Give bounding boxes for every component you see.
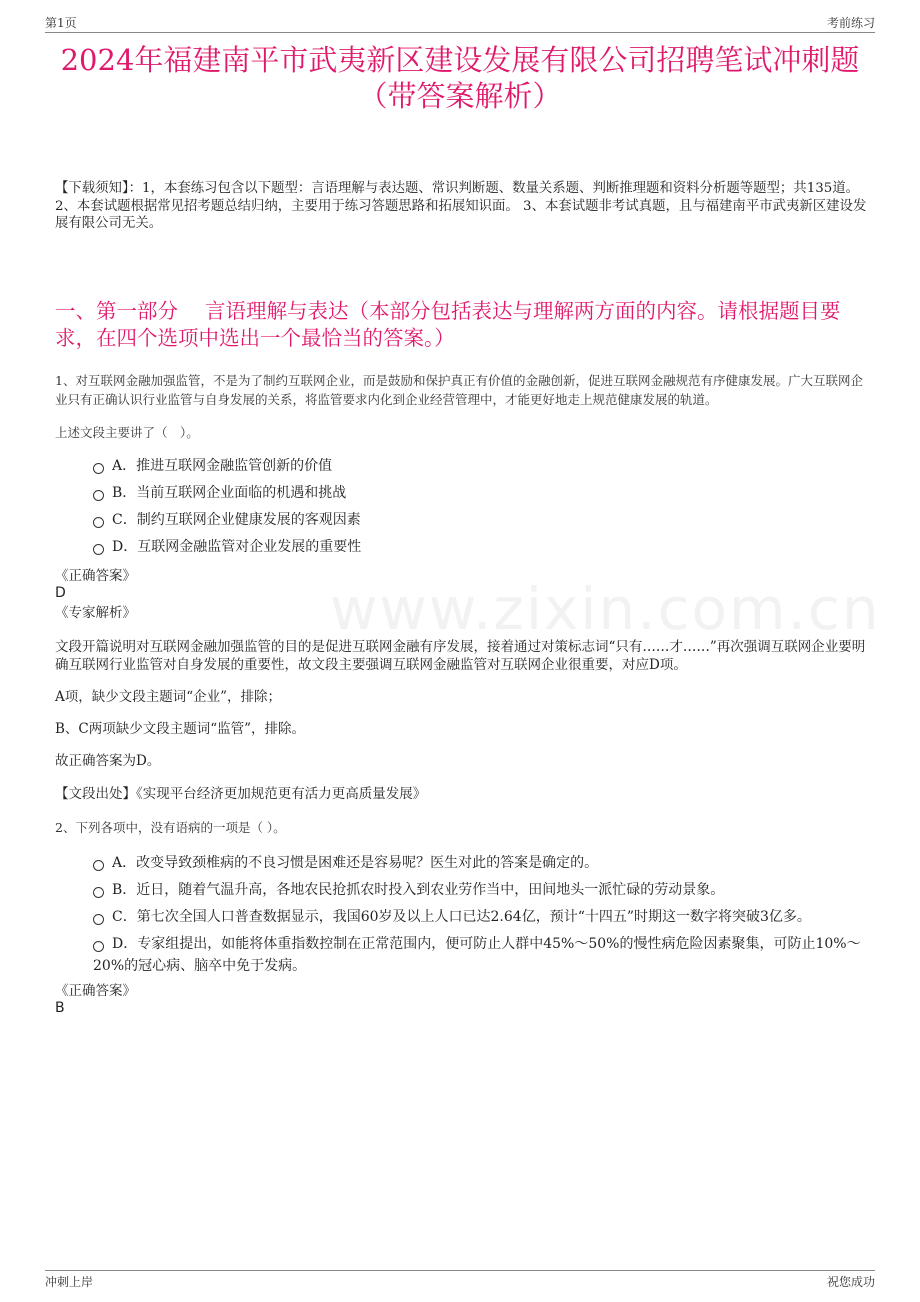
q2-stem: 2、下列各项中，没有语病的一项是（ ）。 <box>55 820 286 835</box>
radio-icon[interactable] <box>93 860 104 871</box>
title-line-2: （带答案解析） <box>358 79 562 113</box>
option-text: B．当前互联网企业面临的机遇和挑战 <box>112 485 347 501</box>
q2-option-a[interactable] <box>93 852 863 874</box>
q1-option-b[interactable] <box>93 482 863 504</box>
q1-analysis-conclusion: 故正确答案为D。 <box>55 753 161 769</box>
option-text: C．第七次全国人口普查数据显示，我国60岁及以上人口已达2.64亿，预计“十四五”时期这一数字将突破3亿多。 <box>112 909 811 925</box>
q1-answer-label: 《正确答案》 <box>55 568 136 584</box>
q1-option-d[interactable] <box>93 536 863 558</box>
radio-icon[interactable] <box>93 941 104 952</box>
option-text: A．推进互联网金融监管创新的价值 <box>112 458 333 474</box>
q2-answer-label: 《正确答案》 <box>55 983 136 999</box>
q2-option-b[interactable] <box>93 879 863 901</box>
watermark: www.zixin.com.cn <box>330 575 881 643</box>
page-header <box>45 14 875 33</box>
radio-icon[interactable] <box>93 544 104 555</box>
q1-source: 【文段出处】《实现平台经济更加规范更有活力更高质量发展》 <box>55 786 427 802</box>
page-number: 第1页 <box>45 16 77 30</box>
q1-option-c[interactable] <box>93 509 863 531</box>
option-text: D．互联网金融监管对企业发展的重要性 <box>112 539 362 555</box>
q1-prompt: 上述文段主要讲了（ ）。 <box>55 425 199 440</box>
q1-analysis-a: A项，缺少文段主题词“企业”，排除； <box>55 689 282 705</box>
q2-option-d[interactable] <box>93 933 863 977</box>
option-text: C．制约互联网企业健康发展的客观因素 <box>112 512 361 528</box>
q1-analysis-label: 《专家解析》 <box>55 605 136 621</box>
download-notice: 【下载须知】：1，本套练习包含以下题型：言语理解与表达题、常识判断题、数量关系题、判断推理题和资料分析题等题型；共135道。 2、本套试题根据常见招考题总结归纳，主要用于练习答题思路和拓展知识面。 3、本套试题非考试真题，且与福建南平市武夷新区建设发展有限公司无关。 <box>55 181 867 231</box>
title-line-1: 2024年福建南平市武夷新区建设发展有限公司招聘笔试冲刺题 <box>60 43 860 77</box>
q1-option-a[interactable] <box>93 455 863 477</box>
q2-answer: B <box>55 1000 65 1016</box>
page-footer <box>45 1270 875 1291</box>
radio-icon[interactable] <box>93 517 104 528</box>
q1-answer: D <box>55 585 66 601</box>
section-title: 一、第一部分 言语理解与表达（本部分包括表达与理解两方面的内容。请根据题目要求，在四个选项中选出一个最恰当的答案。） <box>55 299 841 350</box>
q1-analysis-bc: B、C两项缺少文段主题词“监管”，排除。 <box>55 721 306 737</box>
option-text: D．专家组提出，如能将体重指数控制在正常范围内，便可防止人群中45%～50%的慢性病危险因素聚集，可防止10%～20%的冠心病、脑卒中免于发病。 <box>93 936 861 974</box>
footer-left: 冲刺上岸 <box>45 1275 94 1289</box>
radio-icon[interactable] <box>93 463 104 474</box>
document-title <box>40 42 880 114</box>
q2-option-c[interactable] <box>93 906 863 928</box>
option-text: A．改变导致颈椎病的不良习惯是困难还是容易呢？医生对此的答案是确定的。 <box>112 855 599 871</box>
radio-icon[interactable] <box>93 914 104 925</box>
radio-icon[interactable] <box>93 887 104 898</box>
q1-analysis-text: 文段开篇说明对互联网金融加强监管的目的是促进互联网金融有序发展，接着通过对策标志词“只有……才……”再次强调互联网企业要明确互联网行业监管对自身发展的重要性，故文段主要强调互联网金融监管对互联网企业很重要，对应D项。 <box>55 639 866 673</box>
radio-icon[interactable] <box>93 490 104 501</box>
footer-right: 祝您成功 <box>826 1275 875 1289</box>
header-tag: 考前练习 <box>826 16 875 30</box>
option-text: B．近日，随着气温升高，各地农民抢抓农时投入到农业劳作当中，田间地头一派忙碌的劳动景象。 <box>112 882 725 898</box>
q1-stem: 1、对互联网金融加强监管，不是为了制约互联网企业，而是鼓励和保护真正有价值的金融创新，促进互联网金融规范有序健康发展。广大互联网企业只有正确认识行业监管与自身发展的关系，将监管要求内化到企业经营管理中，才能更好地走上规范健康发展的轨道。 <box>55 373 863 407</box>
